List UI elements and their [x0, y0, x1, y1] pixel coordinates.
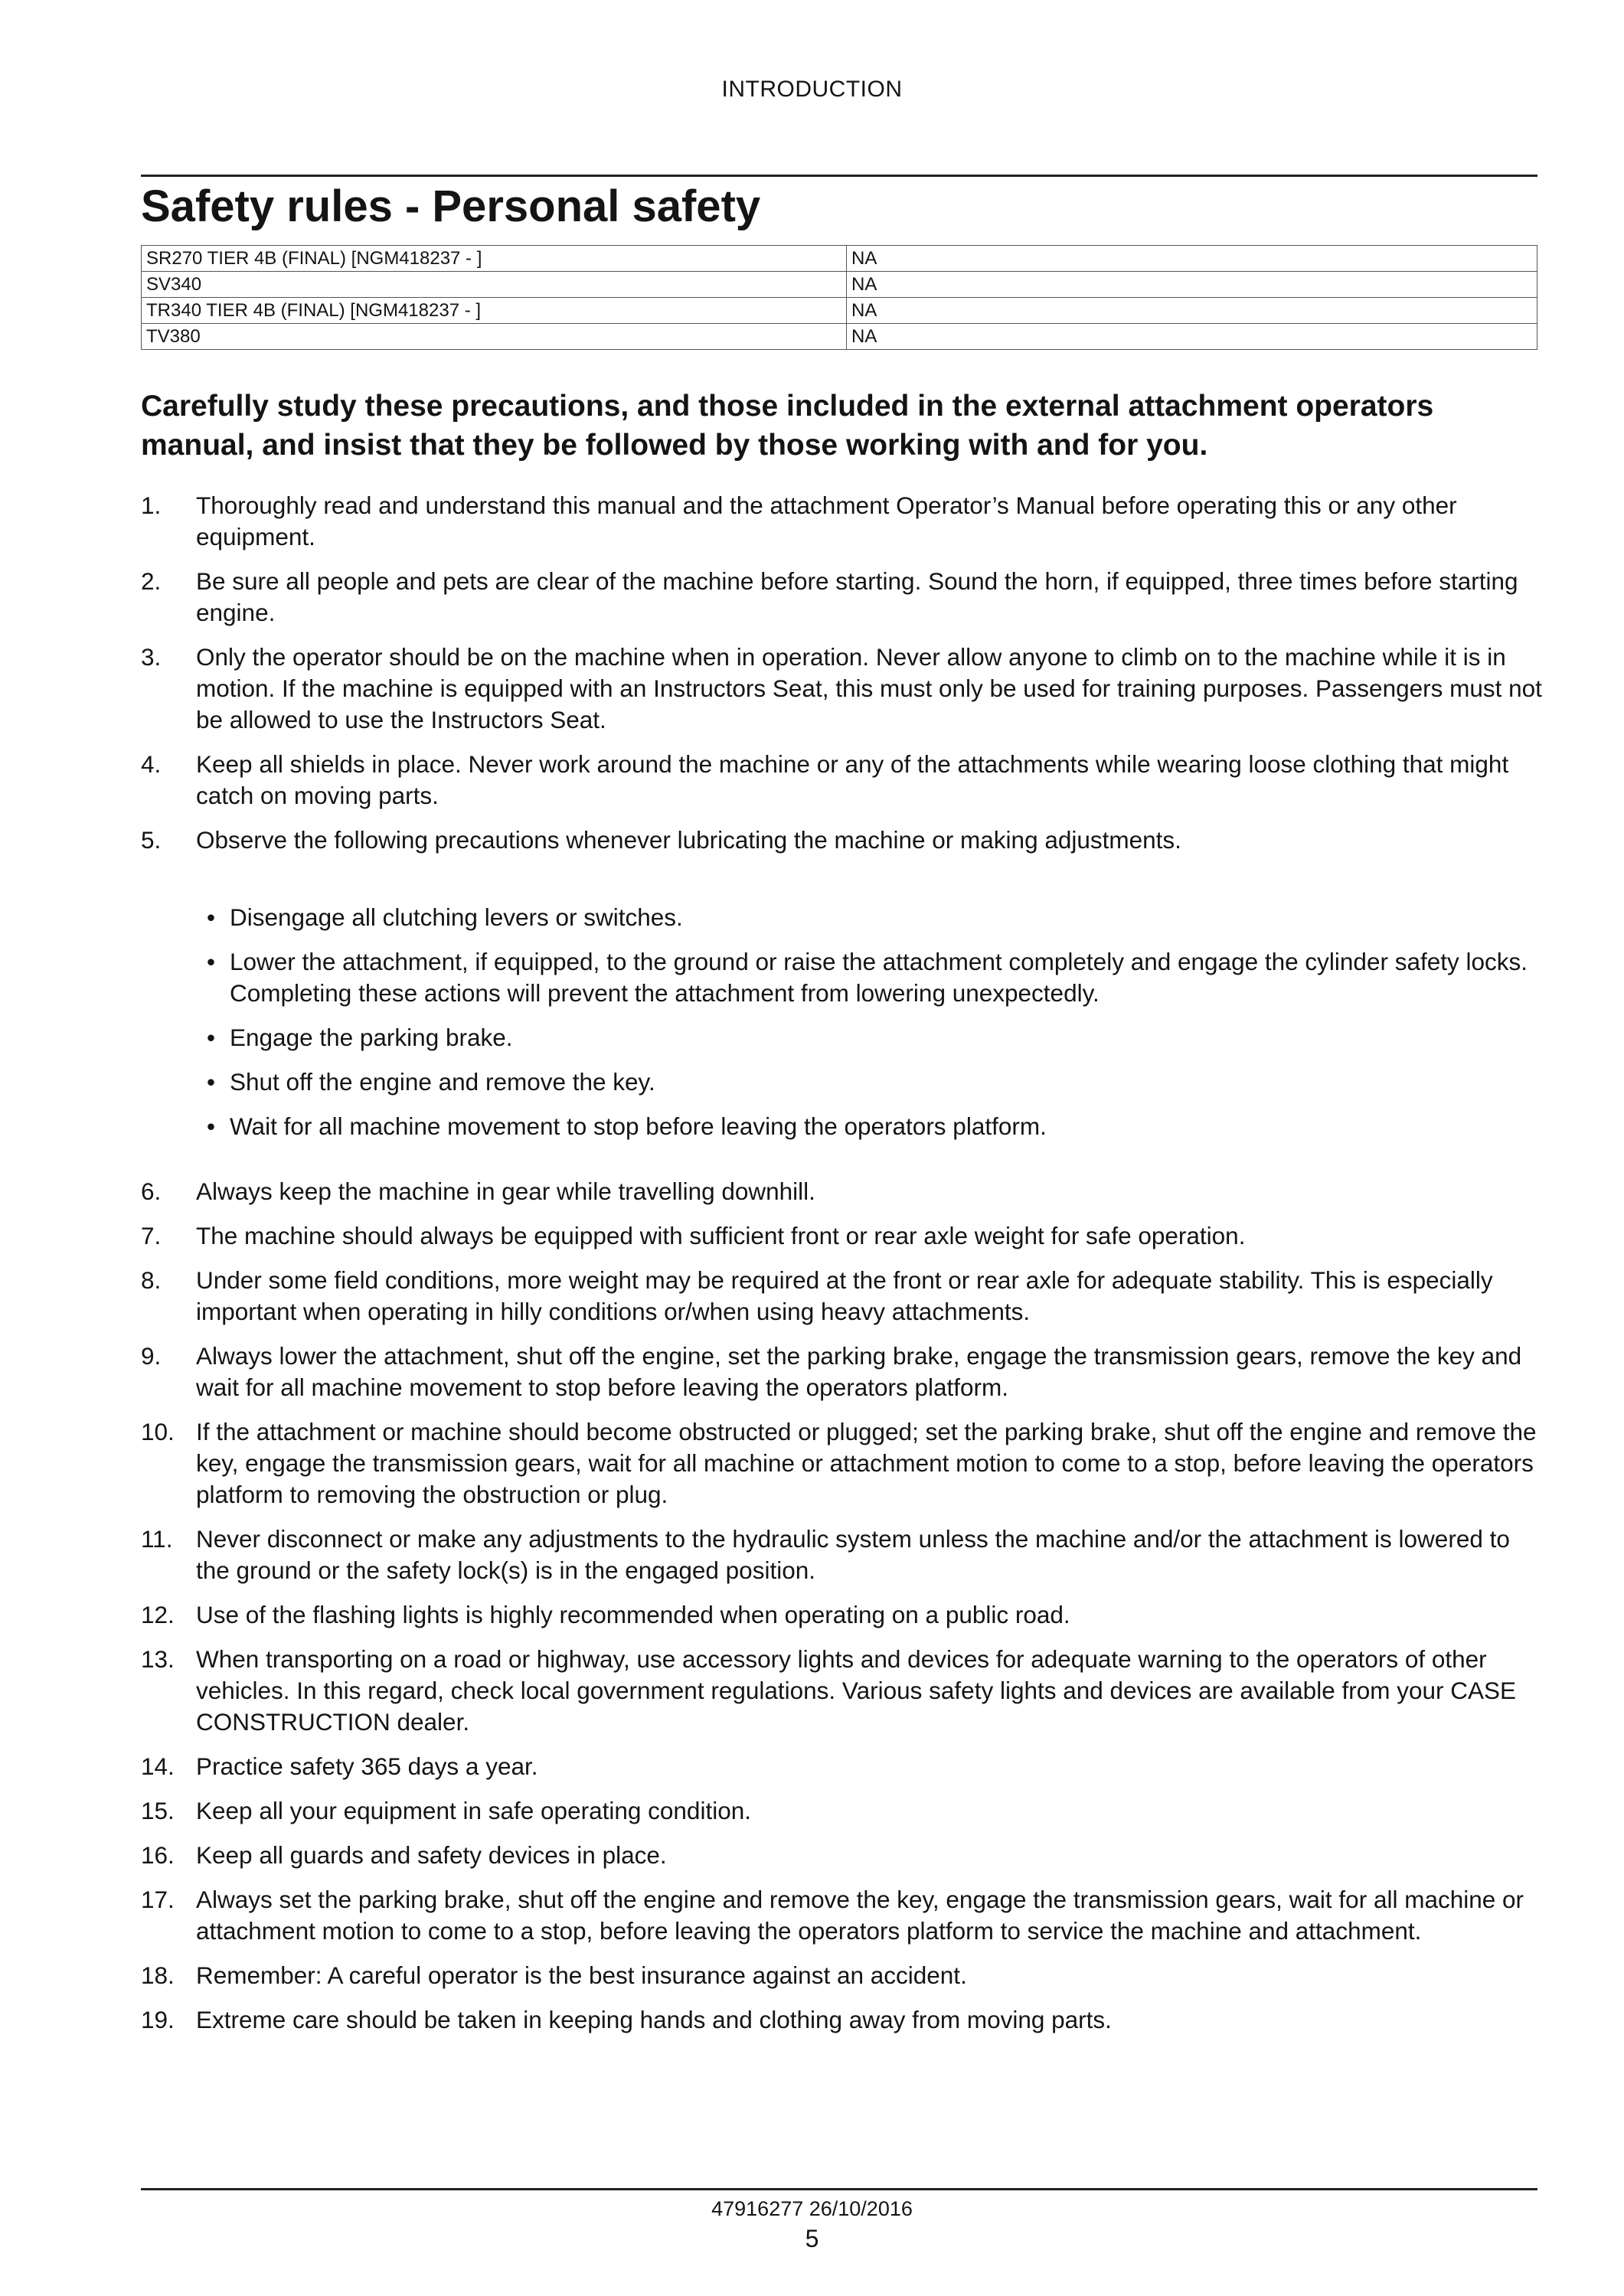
item-number: 2. — [141, 567, 162, 595]
item-text: When transporting on a road or highway, use accessory lights and devices for adequate warning to the operators of other vehicles. In this regard, check local government regulations. Various safety lights and devices are available from your CASE CONSTRUCTION dealer. — [196, 1645, 1517, 1736]
item-number: 6. — [141, 1177, 162, 1205]
list-item — [141, 1416, 1542, 1511]
rules-list-part2 — [141, 1176, 1542, 2036]
item-text: The machine should always be equipped with sufficient front or rear axle weight for safe operation. — [196, 1222, 1246, 1249]
rules-content — [141, 490, 1542, 2049]
item-text: If the attachment or machine should become obstructed or plugged; set the parking brake, shut off the engine and remove the key, engage the transmission gears, wait for all machine or attachment motion to come to a stop, before leaving the operators platform to removing the obstruction or plug. — [196, 1418, 1537, 1508]
list-item — [141, 749, 1542, 812]
list-item — [141, 1599, 1542, 1631]
bullet-item: • Wait for all machine movement to stop before leaving the operators platform. — [207, 1111, 1542, 1142]
item-text: Keep all shields in place. Never work around the machine or any of the attachments while wearing loose clothing that might catch on moving parts. — [196, 750, 1509, 809]
list-item — [141, 1524, 1542, 1586]
item-text: Thoroughly read and understand this manual and the attachment Operator’s Manual before operating this or any other equipment. — [196, 492, 1457, 550]
bullet-item: • Engage the parking brake. — [207, 1022, 1542, 1053]
sub-precautions-list — [141, 902, 1542, 1142]
item-number: 13. — [141, 1645, 175, 1673]
item-text: Observe the following precautions whenever lubricating the machine or making adjustments. — [196, 826, 1181, 854]
model-cell: TR340 TIER 4B (FINAL) [NGM418237 - ] — [142, 298, 847, 324]
item-text: Keep all guards and safety devices in place. — [196, 1841, 667, 1869]
model-cell: TV380 — [142, 324, 847, 350]
page-title: Safety rules - Personal safety — [141, 181, 761, 231]
item-number: 11. — [141, 1525, 173, 1553]
item-number: 18. — [141, 1961, 175, 1989]
item-text: Use of the flashing lights is highly recommended when operating on a public road. — [196, 1601, 1070, 1628]
item-number: 14. — [141, 1752, 175, 1780]
list-item — [141, 1840, 1542, 1871]
list-item — [141, 566, 1542, 629]
list-item — [141, 1176, 1542, 1207]
rules-list-part1 — [141, 490, 1542, 856]
value-cell: NA — [847, 246, 1537, 272]
list-item — [141, 1751, 1542, 1782]
bullet-item: • Lower the attachment, if equipped, to the ground or raise the attachment completely and engage the cylinder safety locks. Completing these actions will prevent the attachment from lowering unexpectedly. — [207, 946, 1542, 1009]
bullet-item: • Shut off the engine and remove the key. — [207, 1066, 1542, 1098]
intro-heading: Carefully study these precautions, and those included in the external attachment operators manual, and insist that they be followed by those working with and for you. — [141, 390, 1434, 462]
item-number: 5. — [141, 826, 162, 854]
item-number: 17. — [141, 1886, 175, 1913]
applicability-table — [141, 245, 1537, 350]
item-text: Be sure all people and pets are clear of the machine before starting. Sound the horn, if equipped, three times before starting engine. — [196, 567, 1518, 626]
item-number: 4. — [141, 750, 162, 778]
model-cell: SR270 TIER 4B (FINAL) [NGM418237 - ] — [142, 246, 847, 272]
item-text: Under some field conditions, more weight may be required at the front or rear axle for adequate stability. This is especially important when operating in hilly conditions or/when using heavy attachments. — [196, 1266, 1493, 1325]
table-row — [142, 272, 1537, 298]
list-item — [141, 1884, 1542, 1947]
item-number: 7. — [141, 1222, 162, 1249]
list-item — [141, 1341, 1542, 1403]
item-text: Practice safety 365 days a year. — [196, 1752, 538, 1780]
item-text: Always set the parking brake, shut off the engine and remove the key, engage the transmission gears, wait for all machine or attachment motion to come to a stop, before leaving the operators platform to service the machine and attachment. — [196, 1886, 1524, 1945]
item-text: Never disconnect or make any adjustments to the hydraulic system unless the machine and/or the attachment is lowered to the ground or the safety lock(s) is in the engaged position. — [196, 1525, 1510, 1584]
item-number: 19. — [141, 2006, 175, 2033]
page-number: 5 — [805, 2225, 819, 2252]
item-number: 8. — [141, 1266, 162, 1294]
item-number: 3. — [141, 643, 162, 671]
item-number: 9. — [141, 1342, 162, 1370]
document-reference: 47916277 26/10/2016 — [711, 2197, 913, 2220]
bullet-item: • Disengage all clutching levers or switches. — [207, 902, 1542, 933]
list-item — [141, 1795, 1542, 1827]
item-number: 16. — [141, 1841, 175, 1869]
value-cell: NA — [847, 324, 1537, 350]
item-number: 12. — [141, 1601, 175, 1628]
table-row — [142, 324, 1537, 350]
list-item — [141, 1220, 1542, 1252]
footer-divider — [141, 2188, 1537, 2190]
list-item — [141, 490, 1542, 553]
item-text: Keep all your equipment in safe operating condition. — [196, 1797, 751, 1824]
list-item — [141, 1265, 1542, 1328]
list-item — [141, 1960, 1542, 1991]
list-item — [141, 825, 1542, 856]
item-text: Always lower the attachment, shut off the engine, set the parking brake, engage the transmission gears, remove the key and wait for all machine movement to stop before leaving the operators platform. — [196, 1342, 1522, 1401]
table-row — [142, 246, 1537, 272]
item-text: Only the operator should be on the machine when in operation. Never allow anyone to climb on to the machine while it is in motion. If the machine is equipped with an Instructors Seat, this must only be used for training purposes. Passengers must not be allowed to use the Instructors Seat. — [196, 643, 1542, 733]
header-divider — [141, 175, 1537, 177]
item-text: Extreme care should be taken in keeping hands and clothing away from moving parts. — [196, 2006, 1112, 2033]
list-item — [141, 642, 1542, 736]
item-number: 10. — [141, 1418, 175, 1445]
item-number: 1. — [141, 492, 162, 519]
item-text: Remember: A careful operator is the best insurance against an accident. — [196, 1961, 967, 1989]
section-header: INTRODUCTION — [721, 77, 903, 102]
value-cell: NA — [847, 298, 1537, 324]
list-item — [141, 2004, 1542, 2036]
model-cell: SV340 — [142, 272, 847, 298]
value-cell: NA — [847, 272, 1537, 298]
table-row — [142, 298, 1537, 324]
list-item — [141, 1644, 1542, 1738]
item-text: Always keep the machine in gear while travelling downhill. — [196, 1177, 815, 1205]
item-number: 15. — [141, 1797, 175, 1824]
